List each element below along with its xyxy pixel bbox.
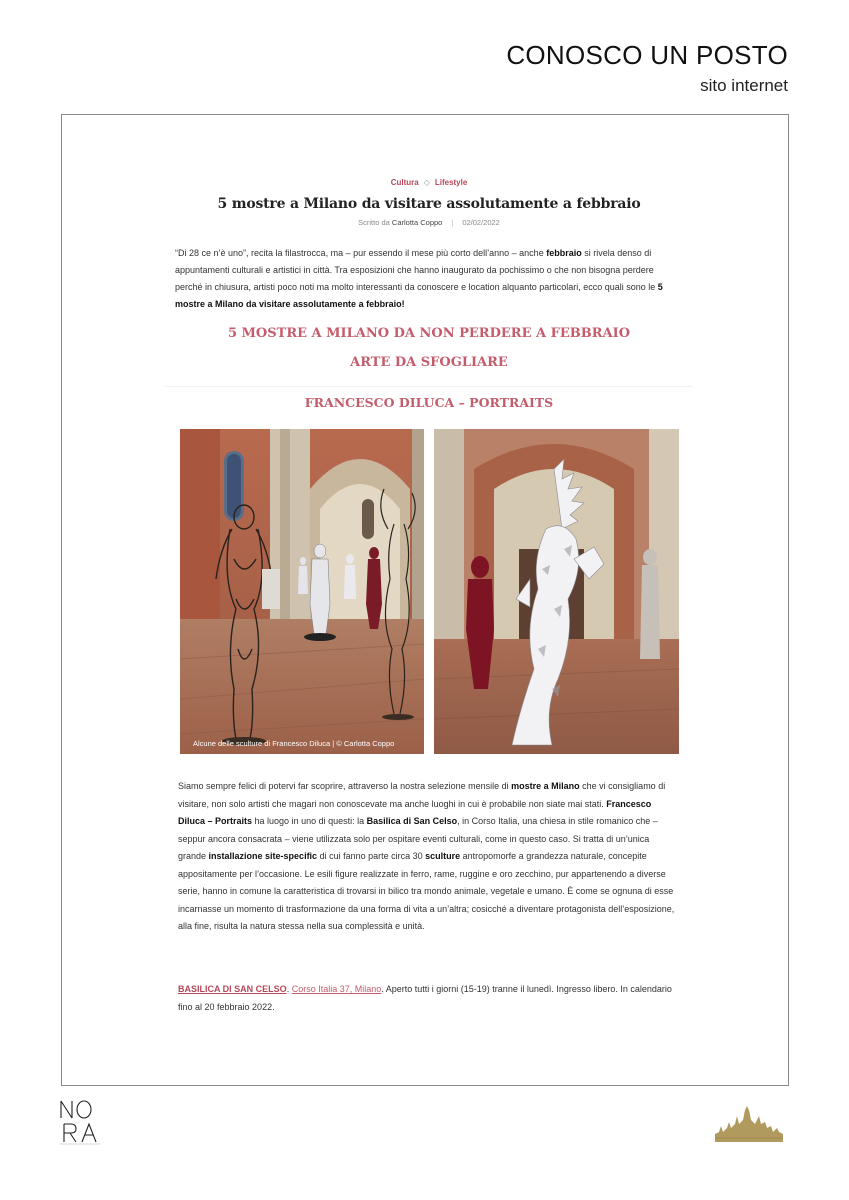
document-title: CONOSCO UN POSTO [506, 40, 788, 70]
body-text: che vi consigliamo di visitare, non solo artisti che magari non conoscevate ma anche luoghi in cui è probabile non siate mai stati. [178, 781, 666, 809]
venue-sep: . [286, 984, 292, 994]
byline-prefix: Scritto da [358, 218, 392, 227]
article-headline: 5 mostre a Milano da visitare assolutamente a febbraio [217, 196, 641, 212]
venue-info [178, 981, 678, 1016]
body-text: di cui fanno parte circa 30 [317, 851, 426, 861]
body-text: ha luogo in uno di questi: la [252, 816, 367, 826]
crown-skyline-icon [713, 1104, 785, 1144]
document-header [506, 40, 788, 96]
body-bold: installazione site-specific [208, 851, 318, 861]
byline-divider: | [451, 218, 454, 227]
sculptures-photo-left [180, 429, 424, 754]
document-subtitle: sito internet [700, 76, 788, 95]
body-bold: sculture [425, 851, 461, 861]
author-link[interactable]: Carlotta Coppo [391, 218, 443, 227]
intro-bold: 5 mostre a Milano da visitare assolutamente a febbraio! [175, 282, 663, 309]
intro-text: “Di 28 ce n’è uno”, recita la filastrocca, ma – pur essendo il mese più corto dell’anno – anche [175, 248, 547, 258]
exhibition-heading: FRANCESCO DILUCA – PORTRAITS [165, 386, 693, 410]
category-link-cultura[interactable]: Cultura [390, 178, 419, 187]
intro-paragraph [175, 245, 683, 313]
nora-logo-icon [58, 1098, 102, 1146]
category-separator: ◇ [423, 178, 430, 187]
body-paragraph [178, 778, 678, 936]
intro-text: si rivela denso di appuntamenti culturali e artistici in città. Tra esposizioni che hanno inaugurato da pochissimo o che non bisogna perdere perché in chiusura, artisti poco noti ma molto interessanti da conoscere e location alquanto particolari, ecco quali sono le [175, 248, 658, 292]
category-link-lifestyle[interactable]: Lifestyle [434, 178, 468, 187]
sculpture-photo-right [434, 429, 679, 754]
category-list [175, 178, 683, 187]
address-link[interactable]: Corso Italia 37, Milano [291, 984, 382, 994]
body-text: Siamo sempre felici di potervi far scoprire, attraverso la nostra selezione mensile di [178, 781, 512, 791]
body-text: , in Corso Italia, una chiesa in stile romanico che – seppur ancora consacrata – viene utilizzata solo per ospitare eventi culturali, come in questo caso. Si tratta di un’unica grande [178, 816, 658, 861]
intro-bold: febbraio [546, 248, 582, 258]
section-heading-sub: ARTE DA SFOGLIARE [350, 355, 508, 370]
venue-link[interactable]: BASILICA DI SAN CELSO [178, 984, 287, 994]
body-bold: Basilica di San Celso [366, 816, 458, 826]
byline [175, 218, 683, 227]
photo-caption: Alcune delle sculture di Francesco Diluca | © Carlotta Coppo [193, 739, 395, 748]
body-bold: Francesco Diluca – Portraits [178, 798, 652, 826]
body-text: antropomorfe a grandezza naturale, concepite appositamente per l’occasione. Le esili figure realizzate in ferro, rame, ruggine e oro zecchino, pur appartenendo a diverse serie, hanno in comune la caratteristica di trovarsi in bilico tra mondo animale, vegetale e umano. È come se ognuna di esse incarnasse un momento di trasformazione da una forma di vita a un’altra; cosicché a diventare protagonista dell’esposizione, alla fine, risulta la natura stessa nella sua complessità e unità. [178, 851, 675, 931]
venue-details: . Aperto tutti i giorni (15-19) tranne il lunedì. Ingresso libero. In calendario fino al 20 febbraio 2022. [178, 984, 672, 1012]
section-heading-main: 5 MOSTRE A MILANO DA NON PERDERE A FEBBRAIO [227, 326, 631, 341]
body-bold: mostre a Milano [511, 781, 580, 791]
photo-gallery [180, 429, 679, 754]
publish-date: 02/02/2022 [462, 218, 500, 227]
article [175, 178, 683, 410]
